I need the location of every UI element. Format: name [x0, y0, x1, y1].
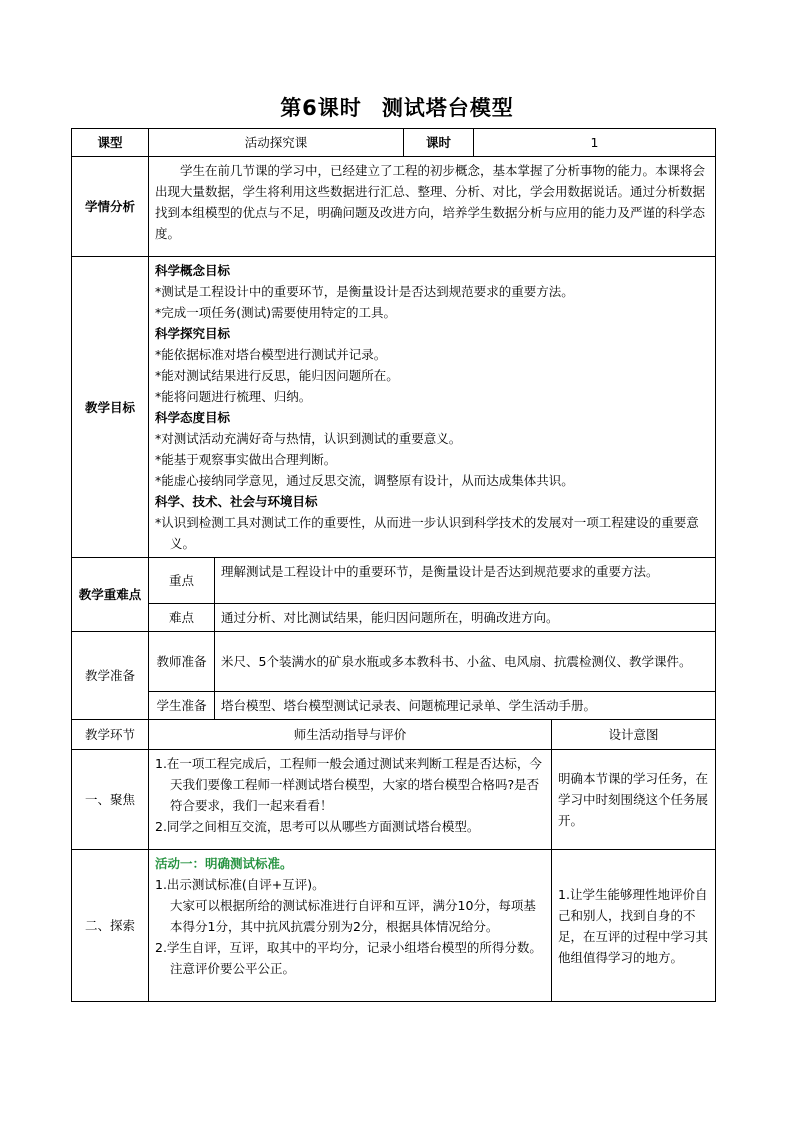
attitude-goal-item: *能虚心接纳同学意见，通过反思交流，调整原有设计，从而达成集体共识。: [155, 473, 574, 488]
process-header-row: [72, 720, 716, 750]
stage2-intent-text: 1.让学生能够理性地评价自己和别人，找到自身的不足，在互评的过程中学习其他组值得学习的地方。: [558, 886, 709, 965]
info-row: [72, 129, 716, 157]
teacher-prep-label: 教师准备: [149, 632, 215, 692]
concept-goal-item: *测试是工程设计中的重要环节，是衡量设计是否达到规范要求的重要方法。: [155, 284, 574, 299]
inquiry-goal-item: *能对测试结果进行反思，能归因问题所在。: [155, 368, 399, 383]
teacher-prep-row: [72, 632, 716, 692]
intent-header: 设计意图: [552, 720, 716, 750]
analysis-label: 学情分析: [72, 157, 149, 257]
difficulty-row: [72, 604, 716, 632]
stage-header: 教学环节: [72, 720, 149, 750]
stage2-intent: [552, 850, 716, 1002]
concept-goal-item: *完成一项任务(测试)需要使用特定的工具。: [155, 305, 397, 320]
student-prep-text: 塔台模型、塔台模型测试记录表、问题梳理记录单、学生活动手册。: [215, 692, 716, 720]
difficulty-label: 难点: [149, 604, 215, 632]
stage2-step1-detail: 大家可以根据所给的测试标准进行自评和互评，满分10分，每项基本得分1分，其中抗风抗震分别为2分，根据具体情况给分。: [170, 898, 536, 934]
attitude-goal-title: 科学态度目标: [155, 410, 231, 425]
key-label: 重点: [149, 558, 215, 604]
keypoints-label: 教学重难点: [72, 558, 149, 632]
stage1-item: 1.在一项工程完成后，工程师一般会通过测试来判断工程是否达标，今天我们要像工程师一样测试塔台模型，大家的塔台模型合格吗?是否符合要求，我们一起来看看！: [155, 756, 542, 813]
stage1-intent: [552, 750, 716, 850]
analysis-row: [72, 157, 716, 257]
key-text: 理解测试是工程设计中的重要环节，是衡量设计是否达到规范要求的重要方法。: [215, 558, 716, 604]
sts-goal-title: 科学、技术、社会与环境目标: [155, 494, 318, 509]
activity-header: 师生活动指导与评价: [149, 720, 552, 750]
activity-one-title: 活动一：明确测试标准。: [155, 856, 293, 871]
teacher-prep-text: 米尺、5个装满水的矿泉水瓶或多本教科书、小盆、电风扇、抗震检测仪、教学课件。: [215, 632, 716, 692]
attitude-goal-item: *对测试活动充满好奇与热情，认识到测试的重要意义。: [155, 431, 462, 446]
key-point-row: [72, 558, 716, 604]
type-label: 课型: [72, 129, 149, 157]
goals-label: 教学目标: [72, 257, 149, 558]
stage1-label: 一、聚焦: [72, 750, 149, 850]
hours-label: 课时: [404, 129, 474, 157]
stage1-intent-text: 明确本节课的学习任务，在学习中时刻围绕这个任务展开。: [558, 771, 709, 828]
stage1-activity: [149, 750, 552, 850]
stage1-item: 2.同学之间相互交流，思考可以从哪些方面测试塔台模型。: [155, 819, 480, 834]
page-title: [0, 92, 794, 122]
inquiry-goal-title: 科学探究目标: [155, 326, 231, 341]
inquiry-goal-item: *能将问题进行梳理、归纳。: [155, 389, 312, 404]
stage2-step2: 2.学生自评，互评，取其中的平均分，记录小组塔台模型的所得分数。注意评价要公平公正。: [155, 940, 542, 976]
student-prep-row: [72, 692, 716, 720]
inquiry-goal-item: *能依据标准对塔台模型进行测试并记录。: [155, 347, 387, 362]
lesson-name: 测试塔台模型: [381, 96, 514, 120]
prep-label: 教学准备: [72, 632, 149, 720]
lesson-number: 第6课时: [280, 96, 362, 120]
stage2-step1: 1.出示测试标准(自评+互评)。: [155, 877, 325, 892]
sts-goal-item: *认识到检测工具对测试工作的重要性，从而进一步认识到科学技术的发展对一项工程建设的重要意义。: [155, 515, 699, 551]
student-prep-label: 学生准备: [149, 692, 215, 720]
type-value: 活动探究课: [149, 129, 404, 157]
analysis-text: 学生在前几节课的学习中，已经建立了工程的初步概念，基本掌握了分析事物的能力。本课将会出现大量数据，学生将利用这些数据进行汇总、整理、分析、对比，学会用数据说话。通过分析数据找到本组模型的优点与不足，明确问题及改进方向，培养学生数据分析与应用的能力及严谨的科学态度。: [155, 163, 706, 241]
lesson-plan-table: [71, 128, 716, 1002]
difficulty-text: 通过分析、对比测试结果，能归因问题所在，明确改进方向。: [215, 604, 716, 632]
stage2-label: 二、探索: [72, 850, 149, 1002]
goals-cell: [149, 257, 716, 558]
goals-row: [72, 257, 716, 558]
analysis-cell: [149, 157, 716, 257]
hours-value: 1: [474, 129, 716, 157]
attitude-goal-item: *能基于观察事实做出合理判断。: [155, 452, 337, 467]
concept-goal-title: 科学概念目标: [155, 263, 231, 278]
stage2-activity: [149, 850, 552, 1002]
stage1-row: [72, 750, 716, 850]
stage2-row: [72, 850, 716, 1002]
